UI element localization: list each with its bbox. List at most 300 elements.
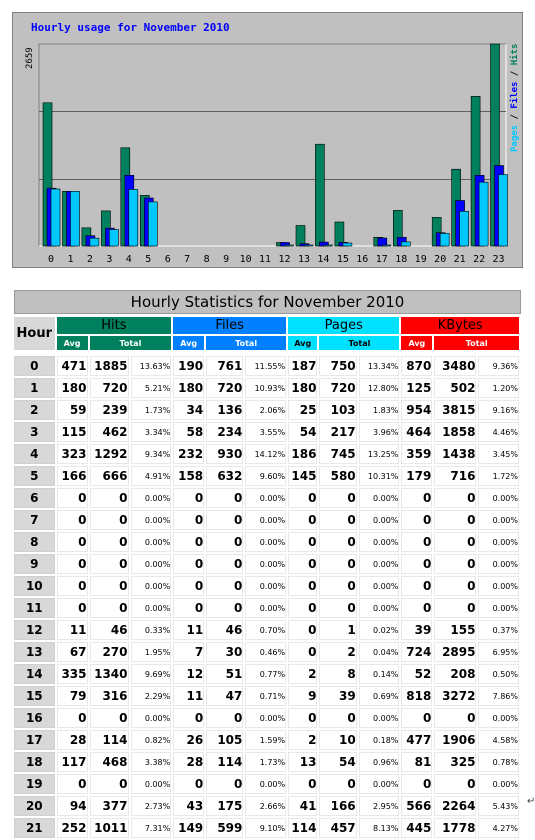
hourly-statistics-panel	[14, 290, 521, 840]
pages-total-cell: 2	[319, 642, 356, 662]
hits-total-cell: 270	[90, 642, 129, 662]
hour-cell: 17	[14, 730, 55, 750]
files-total-header: Total	[206, 336, 286, 350]
files-avg-cell: 0	[173, 576, 204, 596]
pages-total-header: Total	[319, 336, 399, 350]
files-total-cell: 0	[206, 554, 243, 574]
hour-cell: 8	[14, 532, 55, 552]
table-row	[14, 664, 519, 684]
hits-total-cell: 0	[90, 576, 129, 596]
hits-pct-cell: 9.69%	[131, 664, 172, 684]
hits-avg-cell: 59	[57, 400, 88, 420]
hits-avg-cell: 180	[57, 378, 88, 398]
kbytes-avg-cell: 818	[401, 686, 432, 706]
kbytes-total-cell: 716	[434, 466, 476, 486]
kbytes-total-cell: 2895	[434, 642, 476, 662]
kbytes-total-cell: 3480	[434, 356, 476, 376]
files-pct-cell: 0.00%	[245, 774, 286, 794]
x-tick-label: 0	[47, 254, 55, 265]
kbytes-pct-cell: 5.43%	[478, 796, 519, 816]
pages-total-cell: 457	[319, 818, 356, 838]
pages-total-cell: 0	[319, 488, 356, 508]
x-tick-label: 18	[395, 254, 408, 265]
pages-pct-cell: 13.25%	[359, 444, 400, 464]
files-avg-cell: 0	[173, 510, 204, 530]
files-total-cell: 0	[206, 598, 243, 618]
kbytes-avg-cell: 0	[401, 554, 432, 574]
pages-avg-cell: 114	[288, 818, 317, 838]
files-pct-cell: 14.12%	[245, 444, 286, 464]
kbytes-avg-cell: 359	[401, 444, 432, 464]
hits-pct-cell: 2.73%	[131, 796, 172, 816]
files-pct-cell: 0.70%	[245, 620, 286, 640]
hits-total-cell: 0	[90, 774, 129, 794]
hits-pct-cell: 9.34%	[131, 444, 172, 464]
files-total-cell: 114	[206, 752, 243, 772]
bar-pages-15	[343, 243, 352, 246]
chart-legend	[509, 44, 520, 152]
pages-total-cell: 1	[319, 620, 356, 640]
x-tick-label: 8	[203, 254, 210, 265]
table-row	[14, 686, 519, 706]
x-tick-label: 15	[336, 254, 349, 265]
chart-title: Hourly usage for November 2010	[31, 21, 230, 34]
pages-pct-cell: 0.00%	[359, 488, 400, 508]
pages-avg-cell: 0	[288, 642, 317, 662]
hour-cell: 7	[14, 510, 55, 530]
bar-pages-21	[460, 211, 469, 246]
bar-pages-23	[499, 175, 508, 246]
files-total-cell: 0	[206, 774, 243, 794]
hour-cell: 20	[14, 796, 55, 816]
table-row	[14, 576, 519, 596]
kbytes-avg-cell: 464	[401, 422, 432, 442]
files-avg-cell: 28	[173, 752, 204, 772]
table-row	[14, 730, 519, 750]
x-tick-label: 20	[434, 254, 447, 265]
files-avg-cell: 0	[173, 532, 204, 552]
kbytes-pct-cell: 0.00%	[478, 576, 519, 596]
x-tick-label: 9	[223, 254, 230, 265]
bar-pages-5	[148, 202, 157, 246]
table-row	[14, 444, 519, 464]
table-row	[14, 642, 519, 662]
legend-hits: Hits	[510, 43, 520, 66]
pages-avg-cell: 0	[288, 620, 317, 640]
files-pct-cell: 9.10%	[245, 818, 286, 838]
x-tick-label: 16	[356, 254, 369, 265]
files-total-cell: 632	[206, 466, 243, 486]
hits-total-cell: 468	[90, 752, 129, 772]
kbytes-avg-cell: 0	[401, 598, 432, 618]
hits-total-cell: 0	[90, 708, 129, 728]
kbytes-total-cell: 208	[434, 664, 476, 684]
kbytes-total-cell: 325	[434, 752, 476, 772]
table-row	[14, 620, 519, 640]
hits-pct-cell: 0.00%	[131, 488, 172, 508]
files-avg-cell: 58	[173, 422, 204, 442]
table-row	[14, 532, 519, 552]
chart-canvas	[13, 13, 524, 269]
hits-avg-cell: 252	[57, 818, 88, 838]
hits-avg-cell: 115	[57, 422, 88, 442]
files-total-cell: 761	[206, 356, 243, 376]
kbytes-group-header: KBytes	[401, 317, 519, 334]
kbytes-pct-cell: 1.20%	[478, 378, 519, 398]
table-row	[14, 400, 519, 420]
pages-avg-cell: 54	[288, 422, 317, 442]
hour-cell: 15	[14, 686, 55, 706]
kbytes-pct-cell: 0.50%	[478, 664, 519, 684]
kbytes-pct-cell: 1.72%	[478, 466, 519, 486]
bar-pages-20	[440, 233, 449, 246]
hits-total-cell: 1011	[90, 818, 129, 838]
x-tick-label: 1	[67, 254, 74, 265]
kbytes-total-cell: 1438	[434, 444, 476, 464]
pages-pct-cell: 8.13%	[359, 818, 400, 838]
stats-title: Hourly Statistics for November 2010	[14, 290, 521, 314]
pages-total-cell: 0	[319, 532, 356, 552]
hits-avg-cell: 0	[57, 576, 88, 596]
kbytes-total-cell: 0	[434, 576, 476, 596]
bar-pages-22	[479, 182, 488, 246]
files-avg-cell: 0	[173, 774, 204, 794]
hits-pct-cell: 0.00%	[131, 774, 172, 794]
files-total-cell: 0	[206, 510, 243, 530]
pages-pct-cell: 0.02%	[359, 620, 400, 640]
kbytes-total-cell: 1858	[434, 422, 476, 442]
hour-cell: 14	[14, 664, 55, 684]
files-pct-cell: 0.77%	[245, 664, 286, 684]
hits-avg-cell: 28	[57, 730, 88, 750]
hits-total-cell: 462	[90, 422, 129, 442]
files-avg-cell: 43	[173, 796, 204, 816]
hits-pct-cell: 0.00%	[131, 576, 172, 596]
kbytes-total-cell: 0	[434, 554, 476, 574]
kbytes-total-header: Total	[434, 336, 519, 350]
hits-total-cell: 46	[90, 620, 129, 640]
hits-avg-cell: 166	[57, 466, 88, 486]
files-total-cell: 930	[206, 444, 243, 464]
pages-avg-cell: 0	[288, 488, 317, 508]
x-tick-label: 14	[317, 254, 330, 265]
bar-pages-13	[304, 245, 313, 246]
files-total-cell: 234	[206, 422, 243, 442]
x-tick-label: 6	[164, 254, 171, 265]
pages-total-cell: 0	[319, 576, 356, 596]
files-total-cell: 105	[206, 730, 243, 750]
hour-cell: 19	[14, 774, 55, 794]
hits-avg-cell: 0	[57, 554, 88, 574]
pages-avg-cell: 0	[288, 708, 317, 728]
pages-avg-cell: 9	[288, 686, 317, 706]
x-tick-label: 2	[86, 254, 93, 265]
bar-pages-14	[323, 245, 332, 246]
bar-pages-18	[401, 242, 410, 246]
kbytes-avg-cell: 179	[401, 466, 432, 486]
files-avg-cell: 12	[173, 664, 204, 684]
x-tick-label: 11	[258, 254, 272, 265]
kbytes-avg-header: Avg	[401, 336, 432, 350]
files-pct-cell: 2.66%	[245, 796, 286, 816]
kbytes-avg-cell: 870	[401, 356, 432, 376]
kbytes-avg-cell: 566	[401, 796, 432, 816]
hits-total-cell: 0	[90, 488, 129, 508]
files-total-cell: 0	[206, 488, 243, 508]
pages-avg-cell: 13	[288, 752, 317, 772]
hits-avg-cell: 117	[57, 752, 88, 772]
hits-pct-cell: 3.34%	[131, 422, 172, 442]
pages-total-cell: 745	[319, 444, 356, 464]
y-axis-max-label: 2659	[25, 47, 35, 69]
bar-pages-0	[51, 189, 60, 246]
x-tick-label: 5	[145, 254, 152, 265]
hourly-usage-chart	[12, 12, 523, 268]
x-tick-label: 3	[106, 254, 113, 265]
hits-total-cell: 239	[90, 400, 129, 420]
files-avg-cell: 190	[173, 356, 204, 376]
hits-pct-cell: 2.29%	[131, 686, 172, 706]
kbytes-total-cell: 0	[434, 532, 476, 552]
kbytes-total-cell: 0	[434, 774, 476, 794]
pages-total-cell: 0	[319, 708, 356, 728]
table-row	[14, 598, 519, 618]
kbytes-pct-cell: 0.00%	[478, 532, 519, 552]
hits-pct-cell: 0.33%	[131, 620, 172, 640]
kbytes-pct-cell: 0.00%	[478, 774, 519, 794]
table-row	[14, 510, 519, 530]
files-avg-cell: 0	[173, 598, 204, 618]
hits-total-cell: 720	[90, 378, 129, 398]
kbytes-total-cell: 155	[434, 620, 476, 640]
kbytes-pct-cell: 7.86%	[478, 686, 519, 706]
hits-total-cell: 1292	[90, 444, 129, 464]
pages-avg-cell: 0	[288, 774, 317, 794]
pages-total-cell: 103	[319, 400, 356, 420]
hour-column-header: Hour	[14, 317, 55, 350]
pages-total-cell: 0	[319, 510, 356, 530]
hits-avg-cell: 0	[57, 510, 88, 530]
kbytes-total-cell: 1778	[434, 818, 476, 838]
table-row	[14, 488, 519, 508]
table-row	[14, 708, 519, 728]
files-total-cell: 720	[206, 378, 243, 398]
legend-pages: Pages	[510, 124, 520, 152]
kbytes-pct-cell: 4.46%	[478, 422, 519, 442]
files-total-cell: 46	[206, 620, 243, 640]
files-pct-cell: 2.06%	[245, 400, 286, 420]
files-pct-cell: 0.00%	[245, 488, 286, 508]
kbytes-pct-cell: 9.16%	[478, 400, 519, 420]
files-avg-cell: 180	[173, 378, 204, 398]
kbytes-total-cell: 0	[434, 598, 476, 618]
pages-avg-cell: 2	[288, 730, 317, 750]
x-tick-label: 7	[184, 254, 191, 265]
files-avg-cell: 7	[173, 642, 204, 662]
hour-cell: 12	[14, 620, 55, 640]
hour-cell: 11	[14, 598, 55, 618]
pages-pct-cell: 0.00%	[359, 532, 400, 552]
pages-total-cell: 750	[319, 356, 356, 376]
kbytes-total-cell: 3815	[434, 400, 476, 420]
files-avg-cell: 158	[173, 466, 204, 486]
pages-total-cell: 0	[319, 598, 356, 618]
x-tick-label: 21	[453, 254, 466, 265]
hits-total-cell: 377	[90, 796, 129, 816]
x-tick-label: 22	[473, 254, 486, 265]
pages-total-cell: 8	[319, 664, 356, 684]
bar-hits-13	[296, 226, 305, 247]
hits-pct-cell: 5.21%	[131, 378, 172, 398]
kbytes-avg-cell: 954	[401, 400, 432, 420]
hits-avg-cell: 335	[57, 664, 88, 684]
files-pct-cell: 0.00%	[245, 510, 286, 530]
hits-total-cell: 316	[90, 686, 129, 706]
hits-avg-cell: 0	[57, 488, 88, 508]
files-pct-cell: 1.73%	[245, 752, 286, 772]
files-total-cell: 599	[206, 818, 243, 838]
hits-pct-cell: 0.00%	[131, 510, 172, 530]
x-tick-label: 19	[414, 254, 427, 265]
table-row	[14, 818, 519, 838]
pages-pct-cell: 0.00%	[359, 576, 400, 596]
files-pct-cell: 1.59%	[245, 730, 286, 750]
files-pct-cell: 3.55%	[245, 422, 286, 442]
files-total-cell: 0	[206, 576, 243, 596]
kbytes-avg-cell: 724	[401, 642, 432, 662]
pages-pct-cell: 0.00%	[359, 774, 400, 794]
hits-avg-cell: 471	[57, 356, 88, 376]
hits-avg-header: Avg	[57, 336, 88, 350]
kbytes-avg-cell: 0	[401, 532, 432, 552]
kbytes-pct-cell: 0.00%	[478, 708, 519, 728]
x-tick-label: 17	[375, 254, 388, 265]
x-tick-label: 23	[492, 254, 505, 265]
files-avg-cell: 0	[173, 554, 204, 574]
hits-avg-cell: 0	[57, 774, 88, 794]
pages-avg-cell: 187	[288, 356, 317, 376]
hour-cell: 2	[14, 400, 55, 420]
kbytes-pct-cell: 4.58%	[478, 730, 519, 750]
pages-pct-cell: 0.00%	[359, 510, 400, 530]
kbytes-total-cell: 0	[434, 488, 476, 508]
legend-separator: /	[510, 108, 520, 125]
files-total-cell: 51	[206, 664, 243, 684]
pages-total-cell: 54	[319, 752, 356, 772]
table-row	[14, 466, 519, 486]
x-tick-label: 10	[239, 254, 252, 265]
files-avg-cell: 11	[173, 686, 204, 706]
pages-pct-cell: 0.00%	[359, 708, 400, 728]
hour-cell: 4	[14, 444, 55, 464]
files-total-cell: 47	[206, 686, 243, 706]
hits-pct-cell: 0.82%	[131, 730, 172, 750]
kbytes-avg-cell: 52	[401, 664, 432, 684]
pages-total-cell: 39	[319, 686, 356, 706]
pages-avg-cell: 0	[288, 532, 317, 552]
x-tick-label: 4	[125, 254, 132, 265]
pages-pct-cell: 0.18%	[359, 730, 400, 750]
kbytes-pct-cell: 0.00%	[478, 488, 519, 508]
pages-avg-cell: 2	[288, 664, 317, 684]
files-avg-cell: 11	[173, 620, 204, 640]
pages-pct-cell: 2.95%	[359, 796, 400, 816]
hits-pct-cell: 13.63%	[131, 356, 172, 376]
kbytes-avg-cell: 0	[401, 488, 432, 508]
kbytes-pct-cell: 4.27%	[478, 818, 519, 838]
kbytes-avg-cell: 39	[401, 620, 432, 640]
pages-pct-cell: 0.00%	[359, 554, 400, 574]
files-pct-cell: 9.60%	[245, 466, 286, 486]
kbytes-avg-cell: 0	[401, 510, 432, 530]
pages-total-cell: 10	[319, 730, 356, 750]
pages-group-header: Pages	[288, 317, 399, 334]
pages-avg-cell: 145	[288, 466, 317, 486]
hits-avg-cell: 0	[57, 708, 88, 728]
hits-pct-cell: 1.73%	[131, 400, 172, 420]
hits-avg-cell: 0	[57, 598, 88, 618]
files-total-cell: 30	[206, 642, 243, 662]
pages-avg-cell: 0	[288, 598, 317, 618]
hits-group-header: Hits	[57, 317, 172, 334]
hour-cell: 18	[14, 752, 55, 772]
kbytes-pct-cell: 0.37%	[478, 620, 519, 640]
files-group-header: Files	[173, 317, 286, 334]
hits-pct-cell: 3.38%	[131, 752, 172, 772]
files-avg-cell: 0	[173, 708, 204, 728]
kbytes-avg-cell: 125	[401, 378, 432, 398]
files-avg-cell: 232	[173, 444, 204, 464]
hour-cell: 9	[14, 554, 55, 574]
pages-pct-cell: 12.80%	[359, 378, 400, 398]
kbytes-pct-cell: 9.36%	[478, 356, 519, 376]
kbytes-avg-cell: 0	[401, 774, 432, 794]
kbytes-pct-cell: 0.00%	[478, 598, 519, 618]
kbytes-pct-cell: 0.78%	[478, 752, 519, 772]
pages-avg-cell: 186	[288, 444, 317, 464]
hour-cell: 21	[14, 818, 55, 838]
stats-body	[14, 356, 519, 838]
pages-pct-cell: 1.83%	[359, 400, 400, 420]
pages-pct-cell: 0.04%	[359, 642, 400, 662]
kbytes-avg-cell: 445	[401, 818, 432, 838]
files-pct-cell: 0.46%	[245, 642, 286, 662]
kbytes-avg-cell: 81	[401, 752, 432, 772]
table-row	[14, 752, 519, 772]
bar-pages-2	[90, 238, 99, 246]
files-avg-cell: 34	[173, 400, 204, 420]
kbytes-total-cell: 2264	[434, 796, 476, 816]
kbytes-total-cell: 502	[434, 378, 476, 398]
files-pct-cell: 11.55%	[245, 356, 286, 376]
files-avg-cell: 0	[173, 488, 204, 508]
pages-total-cell: 217	[319, 422, 356, 442]
kbytes-total-cell: 0	[434, 708, 476, 728]
bar-pages-12	[285, 245, 294, 246]
hits-total-cell: 1885	[90, 356, 129, 376]
files-total-cell: 0	[206, 532, 243, 552]
table-row	[14, 378, 519, 398]
files-avg-header: Avg	[173, 336, 204, 350]
pages-avg-cell: 41	[288, 796, 317, 816]
pages-avg-cell: 0	[288, 554, 317, 574]
pages-pct-cell: 0.14%	[359, 664, 400, 684]
bar-pages-1	[71, 191, 80, 246]
files-avg-cell: 26	[173, 730, 204, 750]
pages-pct-cell: 0.96%	[359, 752, 400, 772]
hour-cell: 16	[14, 708, 55, 728]
files-total-cell: 136	[206, 400, 243, 420]
